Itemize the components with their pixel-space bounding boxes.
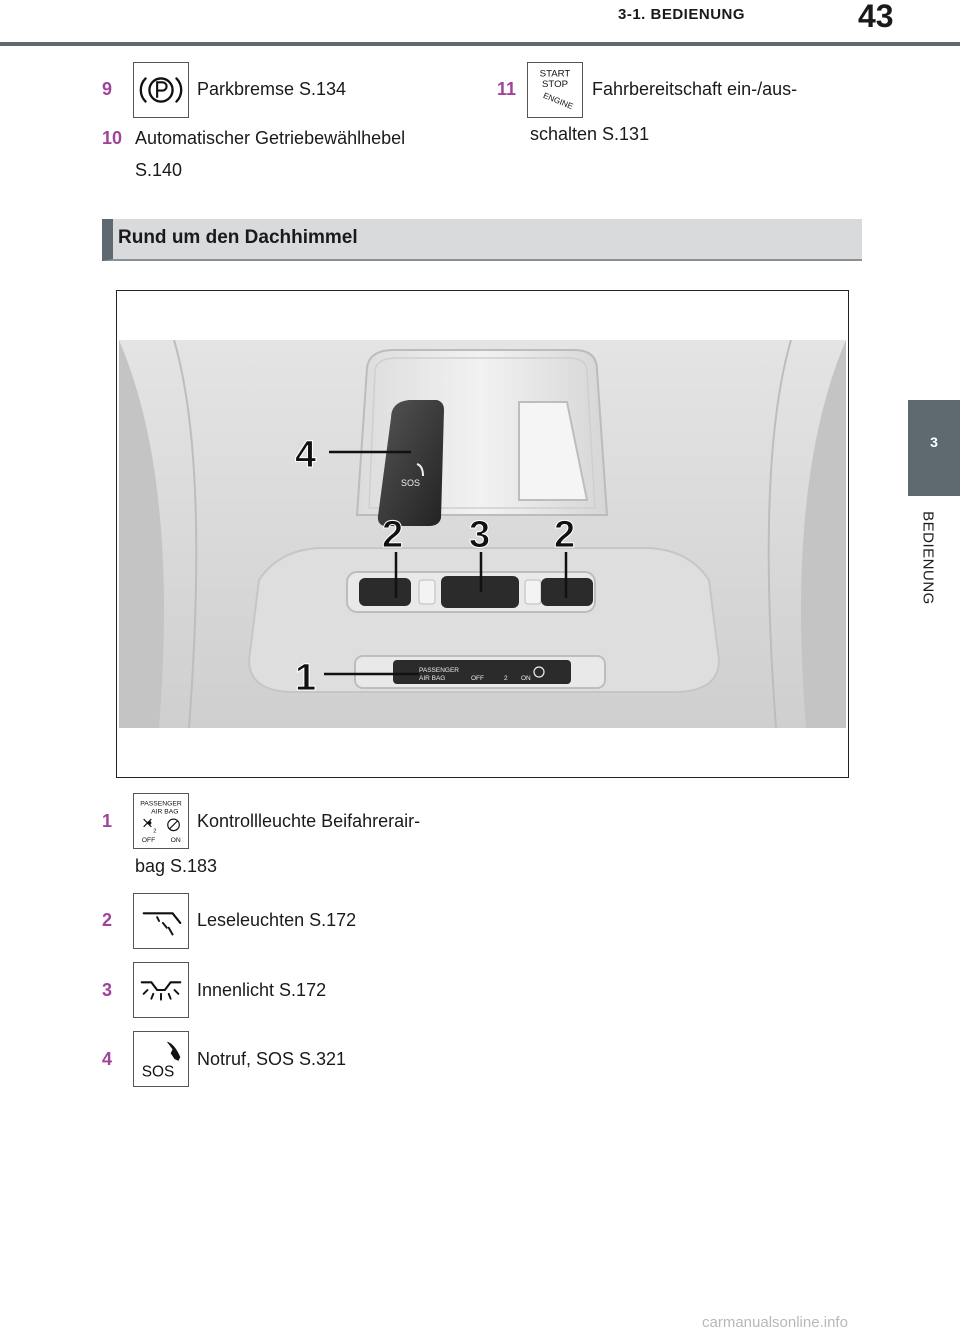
chapter-label-text: BEDIENUNG (919, 511, 937, 605)
interior-light-icon (133, 962, 189, 1018)
chapter-label (908, 496, 948, 620)
item-number-2: 2 (102, 910, 113, 930)
item-number-1: 1 (102, 811, 113, 831)
airbag-panel-two: 2 (504, 675, 508, 682)
passenger-airbag-icon (133, 793, 189, 849)
section-title: Rund um den Dachhimmel (118, 227, 358, 248)
item-number-11: 11 (497, 79, 517, 99)
item-2-text: Leseleuchten S.172 (197, 910, 357, 930)
airbag-icon-on: ON (170, 837, 181, 845)
item-11-text-line2: schalten S.131 (530, 124, 650, 144)
sos-button-label: SOS (401, 478, 421, 488)
callout-2-right: 2 (554, 514, 576, 556)
item-10-text-line1: Automatischer Getriebewählhebel (135, 128, 406, 148)
item-11-text-line1: Fahrbereitschaft ein-/aus- (592, 79, 798, 99)
sos-call-icon (133, 1031, 189, 1087)
parking-brake-icon (133, 62, 189, 118)
item-number-4: 4 (102, 1049, 113, 1069)
item-number-9: 9 (102, 79, 113, 99)
item-number-3: 3 (102, 980, 113, 1000)
page-number: 43 (858, 0, 894, 34)
airbag-icon-two: 2 (153, 828, 157, 835)
watermark: carmanualsonline.info (702, 1314, 848, 1331)
item-number-10: 10 (102, 128, 123, 148)
overhead-console-illustration (119, 340, 846, 728)
item-9-text: Parkbremse S.134 (197, 79, 347, 99)
reading-light-icon (133, 893, 189, 949)
item-10-text-line2: S.140 (135, 160, 183, 180)
item-1-text-line1: Kontrollleuchte Beifahrerair- (197, 811, 421, 831)
sos-icon-text: SOS (141, 1063, 175, 1081)
airbag-icon-line2: AIR BAG (151, 808, 179, 816)
airbag-panel-text-1: PASSENGER (419, 667, 459, 674)
section-header: 3-1. BEDIENUNG (618, 6, 746, 23)
callout-2-left: 2 (382, 514, 404, 556)
start-stop-icon (527, 62, 583, 118)
stop-label: STOP (541, 79, 569, 91)
engine-label: ENGINE (541, 90, 575, 112)
chapter-tab-number: 3 (930, 434, 938, 450)
item-4-text: Notruf, SOS S.321 (197, 1049, 347, 1069)
airbag-icon-off: OFF (141, 837, 156, 845)
callout-1: 1 (295, 657, 317, 699)
callout-4: 4 (295, 434, 317, 476)
item-1-text-line2: bag S.183 (135, 856, 218, 876)
airbag-icon-line1: PASSENGER (140, 800, 182, 808)
header-rule (0, 42, 960, 46)
start-label: START (539, 68, 571, 80)
item-3-text: Innenlicht S.172 (197, 980, 327, 1000)
airbag-panel-text-2: AIR BAG (419, 675, 446, 682)
callout-3: 3 (469, 514, 491, 556)
airbag-panel-off: OFF (471, 675, 484, 682)
airbag-panel-on: ON (521, 675, 531, 682)
